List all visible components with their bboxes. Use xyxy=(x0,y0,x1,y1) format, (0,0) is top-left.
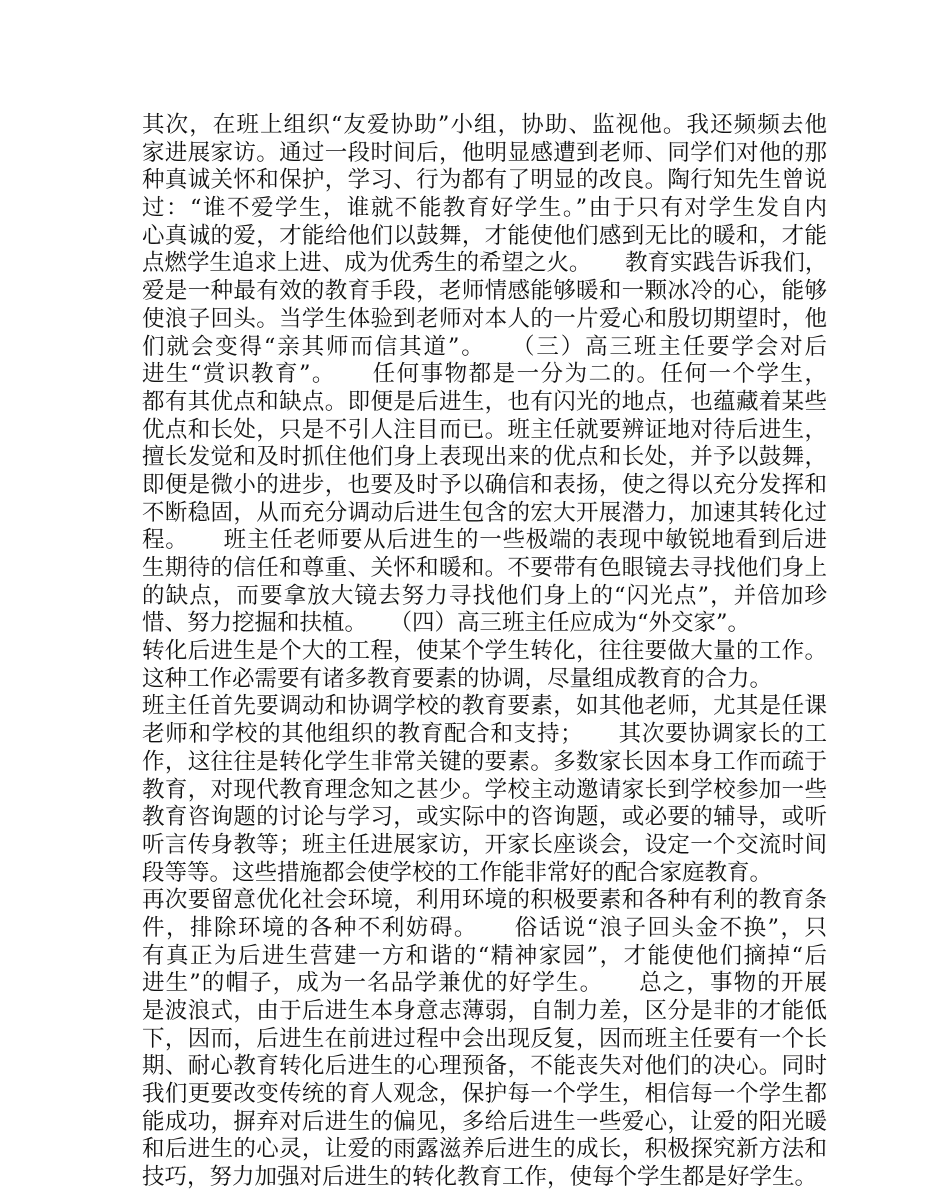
document-body xyxy=(142,112,827,1192)
text-line: 心真诚的爱，才能给他们以鼓舞，才能使他们感到无比的暖和，才能 xyxy=(142,222,827,249)
text-line: 优点和长处，只是不引人注目而已。班主任就要辨证地对待后进生， xyxy=(142,416,827,443)
text-line: 教育咨询题的讨论与学习，或实际中的咨询题，或必要的辅导，或听 xyxy=(142,804,827,831)
text-line: 家进展家访。通过一段时间后，他明显感遭到老师、同学们对他的那 xyxy=(142,139,827,166)
text-line: 种真诚关怀和保护，学习、行为都有了明显的改良。陶行知先生曾说 xyxy=(142,167,827,194)
text-line: 听言传身教等；班主任进展家访，开家长座谈会，设定一个交流时间 xyxy=(142,831,827,858)
text-line: 过：“谁不爱学生，谁就不能教育好学生。”由于只有对学生发自内 xyxy=(142,195,827,222)
text-line: 再次要留意优化社会环境，利用环境的积极要素和各种有利的教育条 xyxy=(142,887,827,914)
text-line: 能成功，摒弃对后进生的偏见，多给后进生一些爱心，让爱的阳光暖 xyxy=(142,1108,827,1135)
text-line: 这种工作必需要有诸多教育要素的协调，尽量组成教育的合力。 xyxy=(142,665,773,692)
text-line: 程。 班主任老师要从后进生的一些极端的表现中敏锐地看到后进 xyxy=(142,527,827,554)
text-line: 教育，对现代教育理念知之甚少。学校主动邀请家长到学校参加一些 xyxy=(142,776,827,803)
text-line: 段等等。这些措施都会使学校的工作能非常好的配合家庭教育。 xyxy=(142,859,773,886)
text-line: 老师和学校的其他组织的教育配合和支持； 其次要协调家长的工 xyxy=(142,721,827,748)
text-line: 的缺点，而要拿放大镜去努力寻找他们身上的“闪光点”，并倍加珍 xyxy=(142,582,827,609)
text-line: 件，排除环境的各种不利妨碍。 俗话说“浪子回头金不换”，只 xyxy=(142,914,827,941)
text-line: 班主任首先要调动和协调学校的教育要素，如其他老师，尤其是任课 xyxy=(142,693,827,720)
text-line: 期、耐心教育转化后进生的心理预备，不能丧失对他们的决心。同时 xyxy=(142,1053,827,1080)
text-line: 生期待的信任和尊重、关怀和暖和。不要带有色眼镜去寻找他们身上 xyxy=(142,555,827,581)
text-line: 都有其优点和缺点。即便是后进生，也有闪光的地点，也蕴藏着某些 xyxy=(142,388,827,415)
text-line: 惜、努力挖掘和扶植。 （四）高三班主任应成为“外交家”。 xyxy=(142,610,751,637)
text-line: 转化后进生是个大的工程，使某个学生转化，往往要做大量的工作。 xyxy=(142,638,827,665)
text-line: 技巧，努力加强对后进生的转化教育工作，使每个学生都是好学生。 xyxy=(142,1164,818,1191)
text-line: 点燃学生追求上进、成为优秀生的希望之火。 教育实践告诉我们， xyxy=(142,250,828,277)
text-line: 作，这往往是转化学生非常关键的要素。多数家长因本身工作而疏于 xyxy=(142,748,827,775)
text-line: 是波浪式，由于后进生本身意志薄弱，自制力差，区分是非的才能低 xyxy=(142,998,827,1024)
text-line: 其次，在班上组织“友爱协助”小组，协助、监视他。我还频频去他 xyxy=(142,112,827,138)
text-line: 我们更要改变传统的育人观念，保护每一个学生，相信每一个学生都 xyxy=(142,1081,827,1108)
text-line: 使浪子回头。当学生体验到老师对本人的一片爱心和殷切期望时，他 xyxy=(142,305,827,332)
text-line: 即便是微小的进步，也要及时予以确信和表扬，使之得以充分发挥和 xyxy=(142,471,827,498)
text-line: 们就会变得“亲其师而信其道”。 （三）高三班主任要学会对后 xyxy=(142,333,827,360)
text-line: 有真正为后进生营建一方和谐的“精神家园”，才能使他们摘掉“后 xyxy=(142,942,827,969)
text-line: 和后进生的心灵，让爱的雨露滋养后进生的成长，积极探究新方法和 xyxy=(142,1136,827,1163)
text-line: 爱是一种最有效的教育手段，老师情感能够暖和一颗冰冷的心，能够 xyxy=(142,278,827,305)
text-line: 进生“赏识教育”。 任何事物都是一分为二的。任何一个学生， xyxy=(142,361,827,388)
text-line: 下，因而，后进生在前进过程中会出现反复，因而班主任要有一个长 xyxy=(142,1025,827,1052)
text-line: 不断稳固，从而充分调动后进生包含的宏大开展潜力，加速其转化过 xyxy=(142,499,827,526)
text-line: 擅长发觉和及时抓住他们身上表现出来的优点和长处，并予以鼓舞， xyxy=(142,444,827,471)
text-line: 进生”的帽子，成为一名品学兼优的好学生。 总之，事物的开展 xyxy=(142,970,827,997)
